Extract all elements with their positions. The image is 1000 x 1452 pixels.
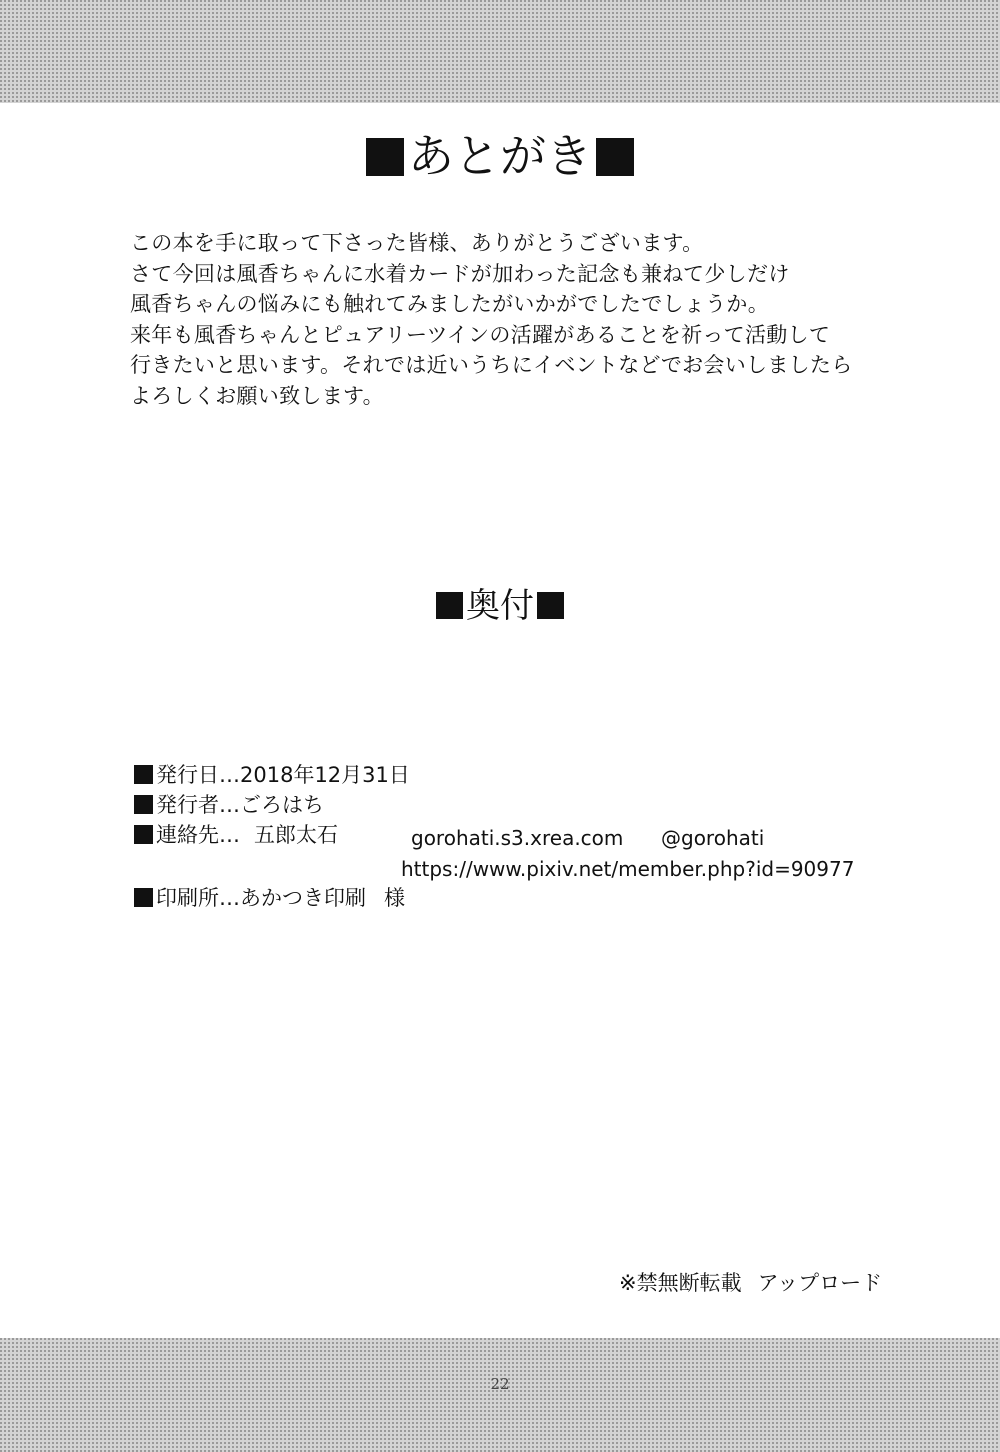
square-bullet-icon — [436, 592, 463, 619]
screentone-band-bottom — [0, 1338, 1000, 1452]
printer-row — [134, 883, 405, 913]
square-bullet-icon — [134, 765, 153, 784]
square-bullet-icon — [537, 592, 564, 619]
contact-label: 連絡先… — [156, 823, 240, 847]
square-bullet-icon — [134, 825, 153, 844]
no-upload-text: アップロード — [757, 1271, 883, 1295]
publisher: 発行者…ごろはち — [156, 793, 324, 817]
square-bullet-icon — [596, 138, 634, 176]
reprint-notice — [619, 1268, 882, 1298]
publisher-row — [134, 790, 324, 820]
contact-row — [134, 820, 338, 850]
issue-date: 発行日…2018年12月31日 — [156, 763, 410, 787]
afterword-line: 来年も風香ちゃんとピュアリーツインの活躍があることを祈って活動して — [130, 322, 831, 347]
printer-honorific: 様 — [384, 886, 405, 910]
contact-pixiv-url: https://www.pixiv.net/member.php?id=90977 — [401, 857, 855, 881]
square-bullet-icon — [134, 888, 153, 907]
afterword-line: 風香ちゃんの悩みにも触れてみましたがいかがでしたでしょうか。 — [130, 292, 769, 316]
afterword-line: さて今回は風香ちゃんに水着カードが加わった記念も兼ねて少しだけ — [130, 261, 790, 286]
screentone-band-top — [0, 0, 1000, 103]
no-reprint-text: ※禁無断転載 — [619, 1271, 742, 1295]
afterword-line: この本を手に取って下さった皆様、ありがとうございます。 — [130, 231, 704, 255]
printer: 印刷所…あかつき印刷 — [156, 886, 366, 910]
contact-website: gorohati.s3.xrea.com — [411, 826, 624, 850]
afterword-line: よろしくお願い致します。 — [130, 383, 384, 408]
afterword-body — [130, 228, 890, 411]
square-bullet-icon — [366, 138, 404, 176]
afterword-heading — [0, 126, 1000, 186]
colophon-title: 奥付 — [466, 586, 534, 626]
square-bullet-icon — [134, 795, 153, 814]
afterword-title: あとがき — [408, 129, 592, 183]
issue-date-row — [134, 760, 410, 790]
afterword-line: 行きたいと思います。それでは近いうちにイベントなどでお会いしましたら — [130, 353, 853, 377]
colophon-heading — [0, 583, 1000, 629]
page-number: 22 — [490, 1375, 510, 1393]
contact-twitter: @gorohati — [661, 826, 765, 850]
contact-name: 五郎太石 — [254, 823, 338, 847]
